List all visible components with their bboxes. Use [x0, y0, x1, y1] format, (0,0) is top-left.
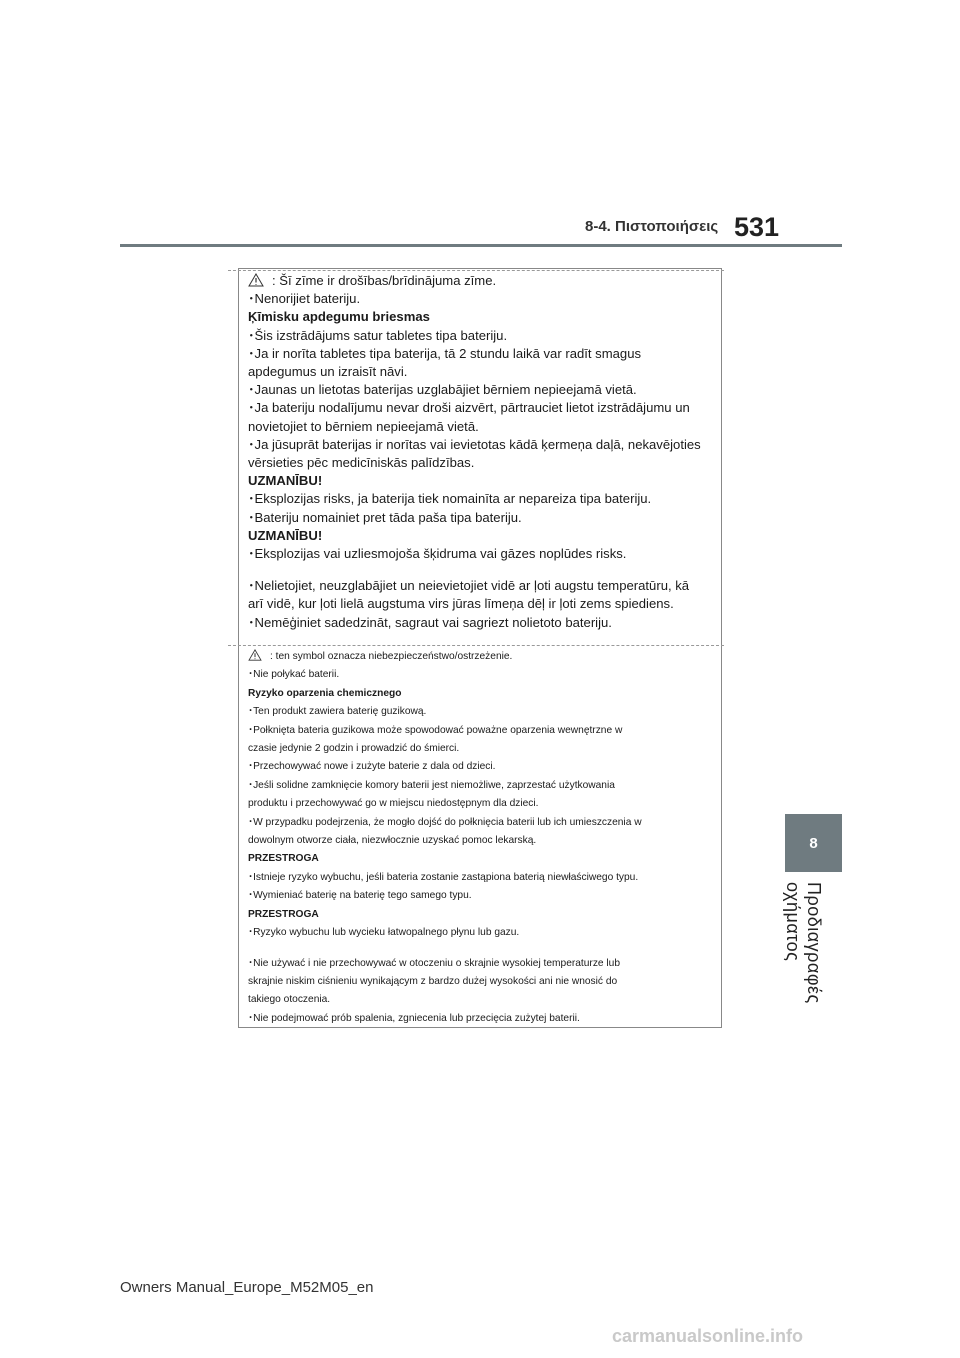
notice-line [248, 381, 714, 399]
notice-line [248, 924, 714, 942]
notice-heading [248, 850, 714, 868]
chapter-tab[interactable]: 8 [785, 814, 842, 872]
notice-line-text: ･Przechowywać nowe i zużyte baterie z dala od dzieci. [248, 761, 496, 773]
header-divider [120, 244, 842, 247]
notice-line [248, 490, 714, 508]
notice-line [248, 703, 714, 721]
notice-line-text: ･Ja ir norīta tabletes tipa baterija, tā 2 stundu laikā var radīt smagus [248, 345, 642, 361]
notice-line-text: : Šī zīme ir drošības/brīdinājuma zīme. [272, 273, 497, 288]
notice-line-text: ･Wymieniać baterię na baterię tego samego typu. [248, 890, 472, 902]
notice-line-text: ･Ja bateriju nodalījumu nevar droši aizvērt, pārtrauciet lietot izstrādājumu un [248, 400, 690, 416]
notice-line [248, 399, 714, 417]
notice-line-text: ･Nie połykać baterii. [248, 669, 340, 681]
notice-line-text: ･Šis izstrādājums satur tabletes tipa bateriju. [248, 327, 508, 343]
notice-line-text: takiego otoczenia. [248, 994, 331, 1006]
notice-line-text: PRZESTROGA [248, 853, 319, 865]
notice-spacer [248, 563, 714, 577]
notice-line-text: ･Jeśli solidne zamknięcie komory baterii jest niemożliwe, zaprzestać użytkowania [248, 779, 615, 791]
notice-line-text: ･Nelietojiet, neuzglabājiet un neievietojiet vidē ar ļoti augstu temperatūru, kā [248, 578, 690, 594]
notice-line-text: ･Istnieje ryzyko wybuchu, jeśli bateria zostanie zastąpiona baterią niewłaściwego typu. [248, 871, 639, 883]
notice-line [248, 418, 714, 436]
notice-line [248, 648, 714, 666]
notice-line [248, 666, 714, 684]
notice-line [248, 722, 714, 740]
notice-line-text: apdegumus un izraisīt nāvi. [248, 364, 408, 380]
chapter-label: Προδιαγραφές οχήματος [783, 882, 824, 1004]
notice-latvian [248, 272, 714, 632]
notice-line-text: ･Ja jūsuprāt baterijas ir norītas vai ievietotas kādā ķermeņa daļā, nekavējoties [248, 436, 701, 452]
notice-line-text: ･Nenorijiet bateriju. [248, 291, 361, 307]
notice-line [248, 509, 714, 527]
warning-triangle-icon [248, 649, 262, 661]
notice-line [248, 454, 714, 472]
notice-line-text: ･Nie używać i nie przechowywać w otoczeniu o skrajnie wysokiej temperaturze lub [248, 957, 621, 969]
notice-line [248, 1010, 714, 1028]
notice-heading [248, 527, 714, 545]
notice-line-text: : ten symbol oznacza niebezpieczeństwo/ostrzeżenie. [270, 651, 513, 662]
notice-line [248, 272, 714, 290]
notice-line-text: ･Eksplozijas vai uzliesmojoša šķidruma vai gāzes noplūdes risks. [248, 546, 627, 562]
notice-language-divider [228, 645, 724, 646]
notice-line-text: Ryzyko oparzenia chemicznego [248, 687, 402, 699]
notice-line [248, 327, 714, 345]
notice-line-text: ･Ryzyko wybuchu lub wycieku łatwopalnego płynu lub gazu. [248, 927, 520, 939]
notice-line [248, 290, 714, 308]
notice-line [248, 577, 714, 595]
notice-line [248, 436, 714, 454]
notice-line-text: ･Ten produkt zawiera baterię guzikową. [248, 706, 427, 718]
footer-doc-id: Owners Manual_Europe_M52M05_en [120, 1279, 374, 1296]
warning-triangle-icon [248, 273, 264, 287]
notice-line [248, 545, 714, 563]
notice-line [248, 973, 714, 991]
notice-line [248, 740, 714, 758]
page-number: 531 [734, 212, 780, 242]
notice-line-text: dowolnym otworze ciała, niezwłocznie uzyskać pomoc lekarską. [248, 835, 537, 847]
notice-line-text: UZMANĪBU! [248, 473, 323, 489]
notice-line [248, 345, 714, 363]
notice-line [248, 595, 714, 613]
notice-line-text: vērsieties pēc medicīniskās palīdzības. [248, 455, 475, 471]
notice-line [248, 887, 714, 905]
notice-line-text: ･Eksplozijas risks, ja baterija tiek nomainīta ar nepareiza tipa bateriju. [248, 491, 652, 507]
notice-line-text: ･Nemēģiniet sadedzināt, sagraut vai sagriezt nolietoto bateriju. [248, 614, 612, 630]
notice-line-text: ･Połknięta bateria guzikowa może spowodować poważne oparzenia wewnętrzne w [248, 724, 623, 736]
notice-line [248, 869, 714, 887]
notice-line-text: ･Bateriju nomainiet pret tāda paša tipa bateriju. [248, 509, 522, 525]
notice-spacer [248, 943, 714, 955]
notice-line-text: UZMANĪBU! [248, 527, 323, 543]
notice-line-text: ･W przypadku podejrzenia, że mogło dojść do połknięcia baterii lub ich umieszczenia w [248, 816, 642, 828]
notice-line [248, 795, 714, 813]
notice-polish [248, 648, 714, 1028]
notice-line [248, 991, 714, 1009]
notice-line-text: novietojiet to bērniem nepieejamā vietā. [248, 418, 479, 434]
notice-line [248, 614, 714, 632]
notice-line [248, 955, 714, 973]
notice-line [248, 777, 714, 795]
notice-line [248, 363, 714, 381]
notice-line-text: ･Jaunas un lietotas baterijas uzglabājiet bērniem nepieejamā vietā. [248, 382, 637, 398]
notice-top-divider [228, 270, 724, 271]
notice-line [248, 814, 714, 832]
notice-line-text: produktu i przechowywać go w miejscu niedostępnym dla dzieci. [248, 798, 539, 810]
notice-line-text: PRZESTROGA [248, 908, 319, 920]
notice-heading [248, 685, 714, 703]
notice-heading [248, 472, 714, 490]
notice-heading [248, 308, 714, 326]
notice-line [248, 758, 714, 776]
notice-line-text: czasie jedynie 2 godzin i prowadzić do śmierci. [248, 743, 460, 755]
notice-line-text: ･Nie podejmować prób spalenia, zgniecenia lub przecięcia zużytej baterii. [248, 1012, 580, 1024]
notice-line-text: skrajnie niskim ciśnieniu wynikającym z bardzo dużej wysokości ani nie wnosić do [248, 975, 618, 987]
notice-heading [248, 906, 714, 924]
watermark: carmanualsonline.info [612, 1326, 804, 1346]
section-title: 8-4. Πιστοποιήσεις [585, 218, 719, 235]
notice-line-text: arī vidē, kur ļoti lielā augstuma virs jūras līmeņa dēļ ir ļoti zems spiediens. [248, 596, 674, 612]
notice-line-text: Ķīmisku apdegumu briesmas [248, 309, 430, 325]
notice-line [248, 832, 714, 850]
